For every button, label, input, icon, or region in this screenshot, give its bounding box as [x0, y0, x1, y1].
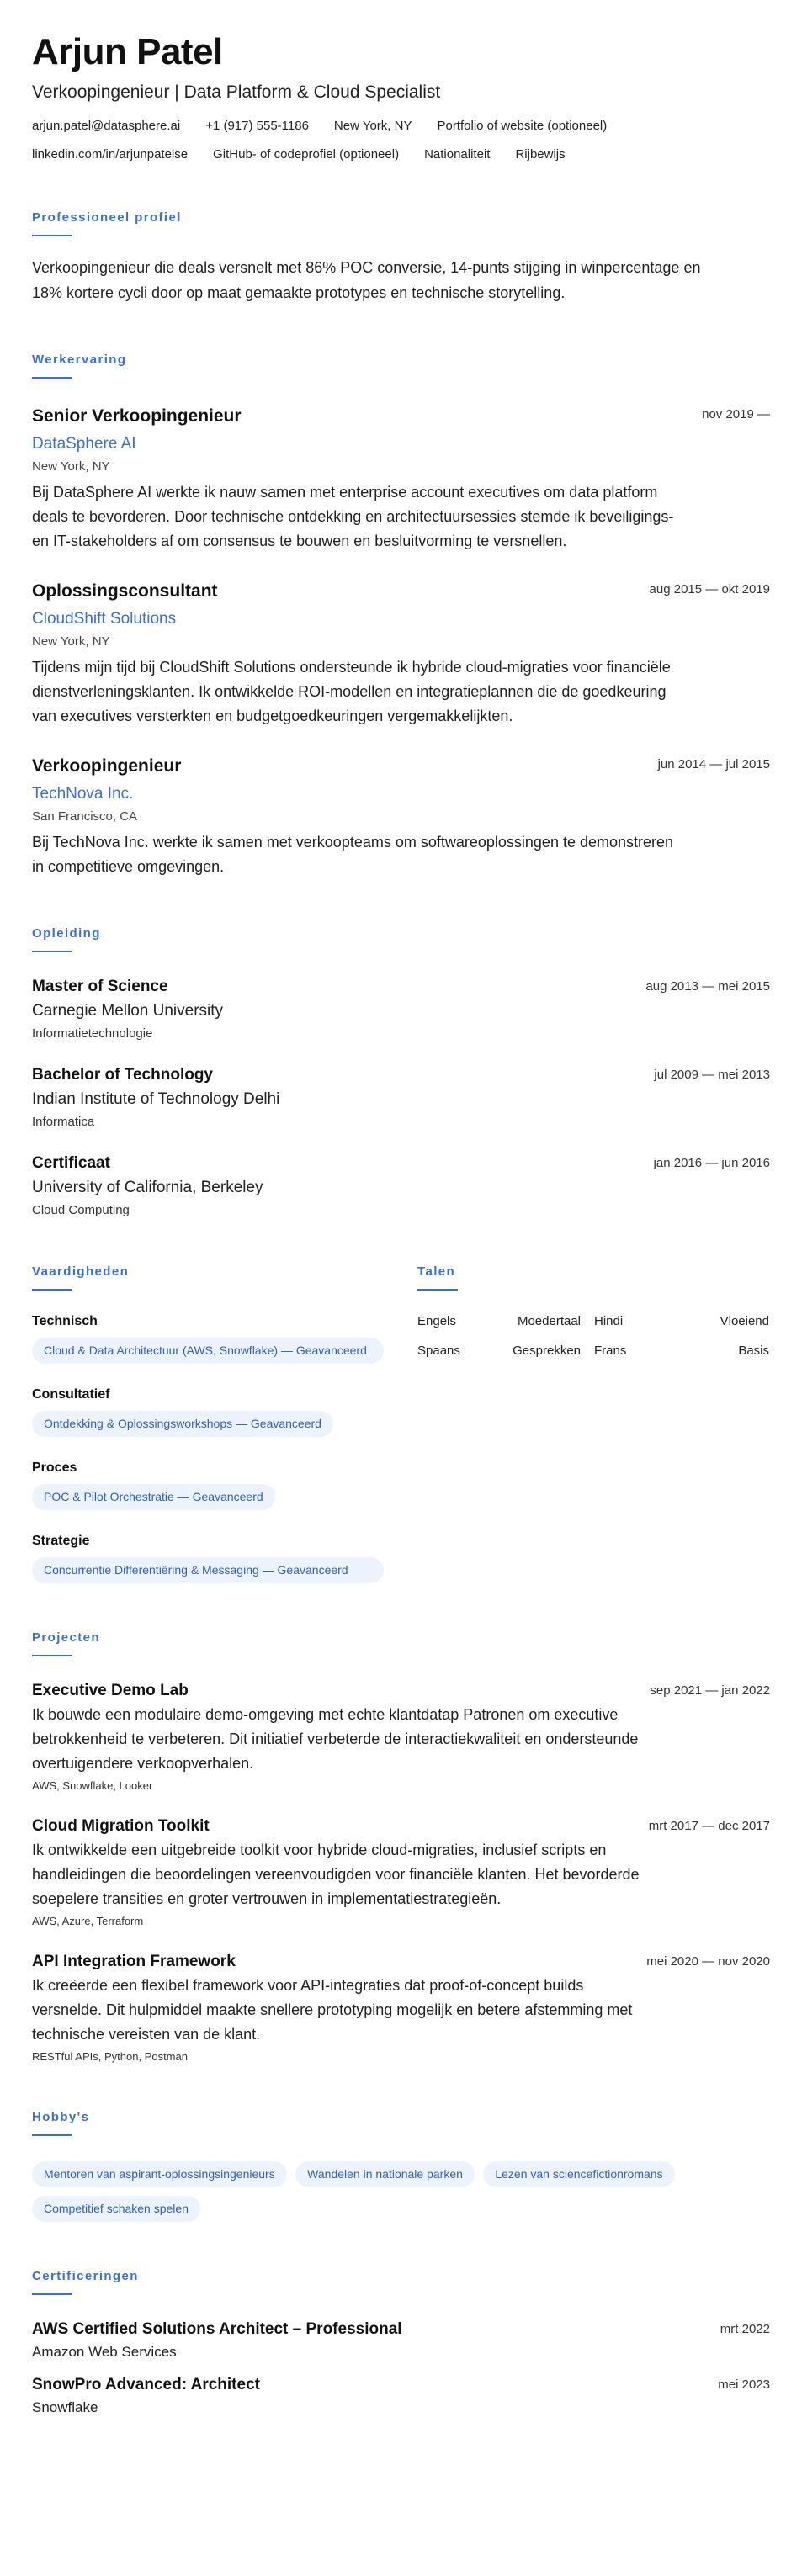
skill-pill: POC & Pilot Orchestratie — Geavanceerd	[32, 1484, 275, 1510]
education-field: Informatietechnologie	[32, 1026, 153, 1041]
job-date: aug 2015 — okt 2019	[649, 582, 770, 596]
contact-nationality: Nationaliteit	[424, 147, 491, 162]
project-title: API Integration Framework	[32, 1953, 236, 1970]
summary-section	[32, 210, 770, 305]
job-title: Senior Verkoopingenieur	[32, 406, 242, 426]
education-section	[32, 926, 770, 1217]
certification-issuer: Amazon Web Services	[32, 2344, 177, 2360]
resume-name: Arjun Patel	[32, 31, 223, 72]
skill-group	[32, 1314, 417, 1364]
certification-date: mei 2023	[718, 2377, 770, 2392]
education-date: jan 2016 — jun 2016	[653, 1156, 770, 1170]
certification-issuer: Snowflake	[32, 2399, 98, 2415]
hobbies-list	[32, 2153, 764, 2222]
skills-section	[32, 1264, 417, 1583]
summary-text: Verkoopingenieur die deals versnelt met 86% POC conversie, 14-punts stijging in winpercentage en 18% kortere cycli door op maat gemaakte prototypes en technische storytelling.	[32, 259, 701, 301]
skill-group	[32, 1460, 417, 1510]
project-tech: AWS, Snowflake, Looker	[32, 1779, 153, 1792]
skill-group	[32, 1534, 417, 1583]
job-entry	[32, 405, 770, 554]
job-company[interactable]: CloudShift Solutions	[32, 610, 177, 628]
skill-pill: Concurrentie Differentiëring & Messaging — Geavanceerd	[32, 1557, 384, 1583]
section-title: Opleiding	[32, 926, 101, 941]
skill-group-title: Proces	[32, 1460, 77, 1475]
skill-group	[32, 1387, 417, 1437]
section-title: Projecten	[32, 1630, 100, 1645]
experience-section	[32, 352, 770, 879]
language-level: Moedertaal	[517, 1314, 581, 1328]
languages-grid	[417, 1314, 769, 1358]
language-level: Basis	[738, 1344, 769, 1358]
job-entry	[32, 580, 770, 729]
section-title: Werkervaring	[32, 352, 127, 367]
contact-drivers-license: Rijbewijs	[515, 147, 566, 162]
project-description: Ik ontwikkelde een uitgebreide toolkit voor hybride cloud-migraties, inclusief scripts en handleidingen die beoordelingen vereenvoudigden voor financiële klanten. Het bevorderde soepelere transities en groter vertrouwen in implementatiestrategieën.	[32, 1842, 640, 1907]
job-company[interactable]: DataSphere AI	[32, 435, 136, 453]
section-divider	[32, 235, 72, 236]
skill-group-title: Technisch	[32, 1314, 98, 1328]
language-level: Vloeiend	[720, 1314, 769, 1328]
project-entry	[32, 1953, 770, 2063]
job-date: jun 2014 — jul 2015	[657, 757, 770, 771]
certification-date: mrt 2022	[720, 2322, 770, 2336]
section-title: Vaardigheden	[32, 1264, 130, 1279]
section-divider	[32, 377, 72, 379]
language-level: Gesprekken	[513, 1344, 581, 1358]
education-school: Indian Institute of Technology Delhi	[32, 1090, 280, 1108]
job-location: New York, NY	[32, 634, 110, 649]
project-entry	[32, 1817, 770, 1927]
language-name: Hindi	[594, 1314, 624, 1328]
job-title: Oplossingsconsultant	[32, 581, 218, 601]
skill-pill: Cloud & Data Architectuur (AWS, Snowflake) — Geavanceerd	[32, 1338, 384, 1364]
section-divider	[32, 951, 72, 952]
education-date: aug 2013 — mei 2015	[645, 979, 770, 994]
job-description: Bij DataSphere AI werkte ik nauw samen met enterprise account executives om data platform deals te bevorderen. Door technische ontdekking en architectuursessies stemde ik beveiligings- en IT-stakeholders af om consensus te bouwen en besluitvorming te versnellen.	[32, 484, 674, 549]
education-entry	[32, 1066, 770, 1129]
hobby-pill: Mentoren van aspirant-oplossingsingenieurs	[32, 2161, 287, 2187]
section-title: Certificeringen	[32, 2269, 139, 2283]
education-date: jul 2009 — mei 2013	[654, 1068, 770, 1082]
section-divider	[32, 2293, 72, 2295]
certifications-section	[32, 2269, 770, 2416]
certification-title: AWS Certified Solutions Architect – Professional	[32, 2320, 402, 2338]
contact-linkedin[interactable]: linkedin.com/in/arjunpatelse	[32, 147, 189, 162]
languages-section	[417, 1264, 769, 1583]
project-date: sep 2021 — jan 2022	[650, 1683, 770, 1698]
job-description: Bij TechNova Inc. werkte ik samen met verkoopteams om softwareoplossingen te demonstreren in competitieve omgevingen.	[32, 834, 674, 875]
job-description: Tijdens mijn tijd bij CloudShift Solutions ondersteunde ik hybride cloud-migraties voor financiële dienstverleningsklanten. Ik ontwikkelde ROI-modellen en integratieplannen die de goedkeuring van executives versterkten en budgetgoedkeuringen vergemakkelijkten.	[32, 659, 671, 724]
resume-headline: Verkoopingenieur | Data Platform & Cloud Specialist	[32, 82, 441, 102]
education-entry	[32, 1154, 770, 1217]
job-company[interactable]: TechNova Inc.	[32, 785, 134, 803]
section-title: Talen	[417, 1264, 456, 1279]
job-location: San Francisco, CA	[32, 809, 138, 824]
project-title: Executive Demo Lab	[32, 1682, 189, 1699]
contact-info	[32, 118, 770, 163]
job-title: Verkoopingenieur	[32, 756, 182, 776]
project-description: Ik creëerde een flexibel framework voor API-integraties dat proof-of-concept builds versnelde. Dit hulpmiddel maakte snellere prototyping mogelijk en betere afstemming met technische vereisten van de klant.	[32, 1977, 633, 2043]
education-field: Informatica	[32, 1115, 95, 1129]
project-date: mei 2020 — nov 2020	[646, 1954, 770, 1969]
language-name: Engels	[417, 1314, 456, 1328]
contact-location: New York, NY	[333, 119, 412, 133]
language-name: Spaans	[417, 1344, 460, 1358]
contact-email[interactable]: arjun.patel@datasphere.ai	[32, 119, 181, 133]
section-title: Hobby's	[32, 2110, 90, 2124]
certification-entry	[32, 2320, 770, 2361]
project-tech: RESTful APIs, Python, Postman	[32, 2050, 188, 2063]
section-divider	[417, 1289, 458, 1291]
projects-section	[32, 1630, 770, 2063]
project-description: Ik bouwde een modulaire demo-omgeving met echte klantdatap Patronen om executive betrokkenheid te verbeteren. Dit initiatief verbeterde de interactiekwaliteit en ondersteunde overtuigendere verkoopverhalen.	[32, 1706, 639, 1772]
job-date: nov 2019 —	[702, 407, 770, 421]
hobbies-section	[32, 2110, 770, 2222]
project-entry	[32, 1682, 770, 1792]
section-title: Professioneel profiel	[32, 210, 182, 225]
hobby-pill: Wandelen in nationale parken	[295, 2161, 475, 2187]
hobby-pill: Competitief schaken spelen	[32, 2196, 200, 2222]
education-school: University of California, Berkeley	[32, 1179, 263, 1196]
skill-group-title: Consultatief	[32, 1387, 110, 1402]
section-divider	[32, 1655, 72, 1656]
education-degree: Master of Science	[32, 978, 168, 995]
section-divider	[32, 2134, 72, 2136]
project-tech: AWS, Azure, Terraform	[32, 1915, 144, 1927]
skills-languages-row	[32, 1264, 770, 1583]
certification-entry	[32, 2376, 770, 2416]
hobby-pill: Lezen van sciencefictionromans	[483, 2161, 674, 2187]
education-field: Cloud Computing	[32, 1203, 130, 1217]
education-entry	[32, 978, 770, 1041]
certification-title: SnowPro Advanced: Architect	[32, 2376, 260, 2393]
education-degree: Bachelor of Technology	[32, 1066, 214, 1084]
section-divider	[32, 1289, 72, 1291]
contact-github[interactable]: GitHub- of codeprofiel (optioneel)	[213, 147, 400, 162]
project-date: mrt 2017 — dec 2017	[648, 1819, 770, 1833]
job-entry	[32, 755, 770, 879]
contact-phone[interactable]: +1 (917) 555-1186	[205, 119, 309, 133]
language-name: Frans	[594, 1344, 627, 1358]
project-title: Cloud Migration Toolkit	[32, 1817, 210, 1835]
education-school: Carnegie Mellon University	[32, 1002, 224, 1020]
skill-pill: Ontdekking & Oplossingsworkshops — Geavanceerd	[32, 1411, 333, 1437]
education-degree: Certificaat	[32, 1154, 110, 1172]
contact-portfolio[interactable]: Portfolio of website (optioneel)	[437, 119, 608, 133]
skill-group-title: Strategie	[32, 1534, 90, 1548]
job-location: New York, NY	[32, 459, 110, 474]
